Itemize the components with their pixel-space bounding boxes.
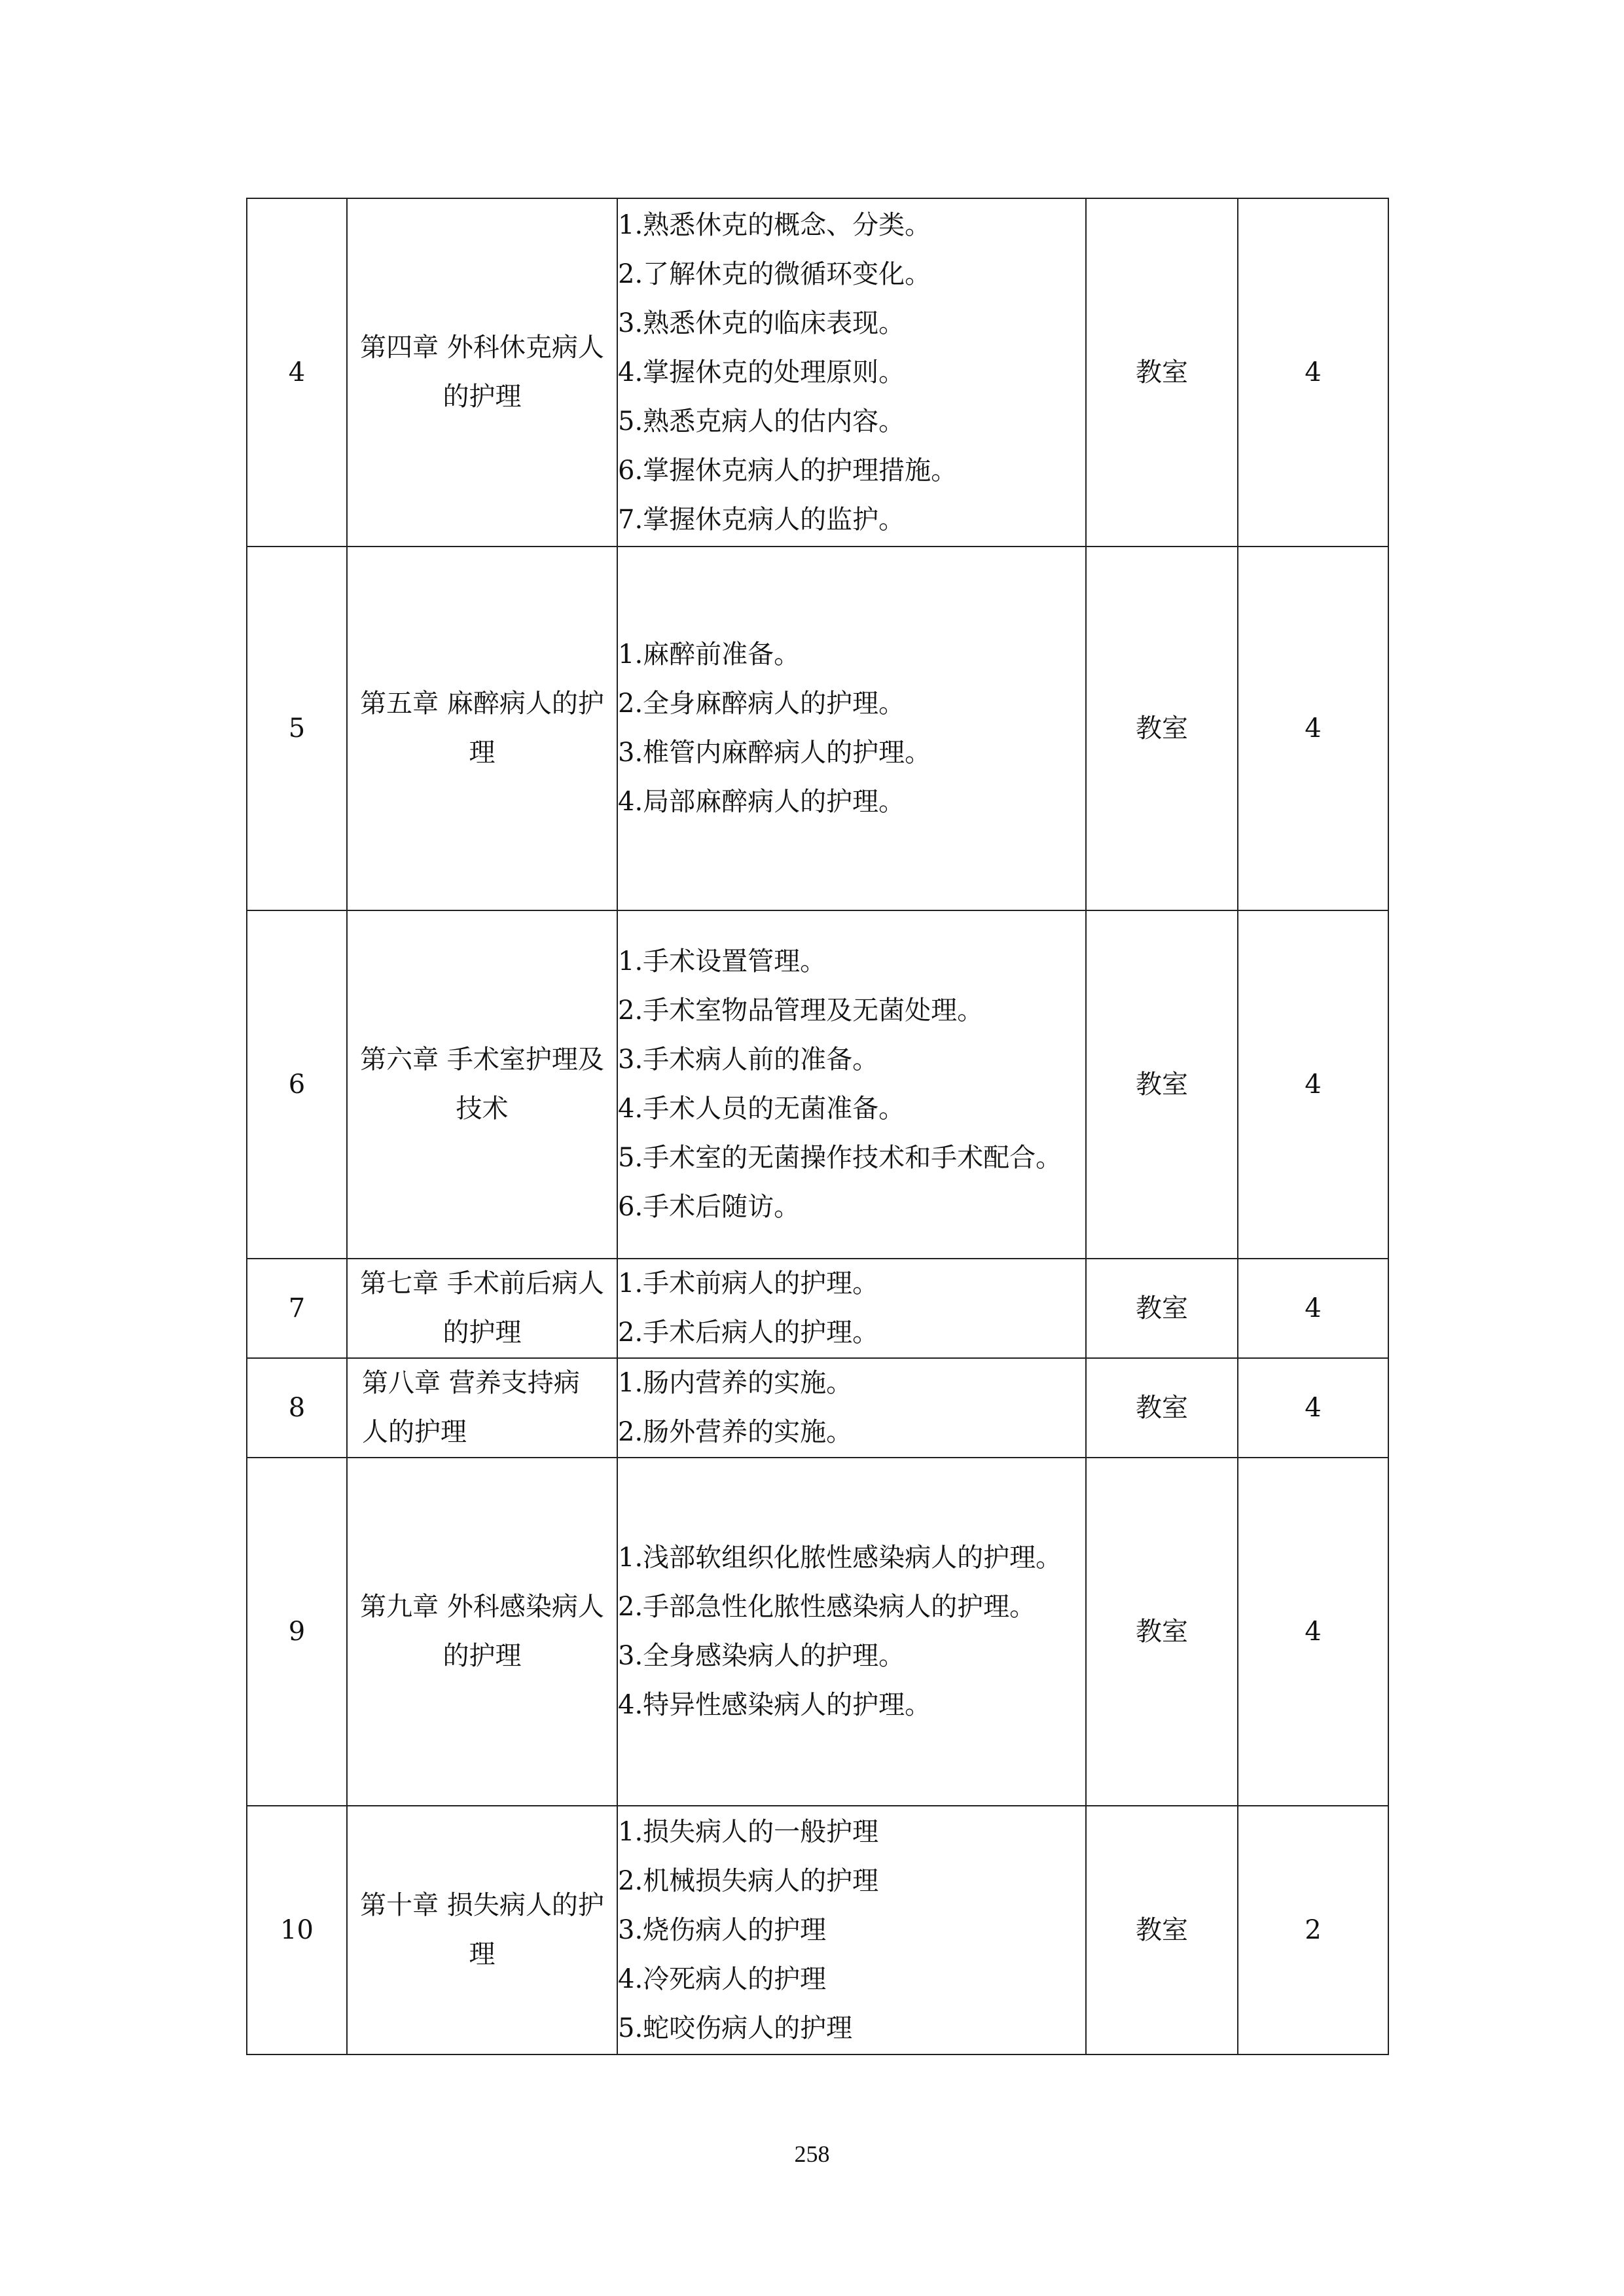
content-cell	[617, 1458, 1086, 1806]
chapter-title: 第四章 外科休克病人的护理	[347, 198, 617, 547]
content-item: 4.冷死病人的护理	[618, 1964, 827, 1994]
class-hours: 4	[1238, 1259, 1388, 1358]
content-cell	[617, 1259, 1086, 1358]
row-number: 9	[247, 1458, 347, 1806]
content-item: 4.手术人员的无菌准备。	[618, 1094, 905, 1124]
content-item: 2.肠外营养的实施。	[618, 1417, 853, 1447]
content-item: 6.手术后随访。	[618, 1192, 801, 1222]
content-item: 1.肠内营养的实施。	[618, 1368, 853, 1398]
class-hours: 4	[1238, 547, 1388, 910]
content-cell	[617, 547, 1086, 910]
content-item: 1.熟悉休克的概念、分类。	[618, 209, 931, 240]
page-number: 258	[794, 2141, 830, 2167]
content-cell	[617, 1806, 1086, 2054]
teaching-place: 教室	[1086, 1259, 1238, 1358]
teaching-place: 教室	[1086, 910, 1238, 1259]
table-row	[247, 910, 1388, 1259]
content-item: 1.手术设置管理。	[618, 946, 827, 977]
content-item: 3.手术病人前的准备。	[618, 1045, 879, 1075]
content-item: 2.手部急性化脓性感染病人的护理。	[618, 1592, 1036, 1622]
row-number: 7	[247, 1259, 347, 1358]
content-cell	[617, 1358, 1086, 1458]
content-item: 4.局部麻醉病人的护理。	[618, 787, 905, 817]
table-row	[247, 1358, 1388, 1458]
class-hours: 2	[1238, 1806, 1388, 2054]
row-number: 10	[247, 1806, 347, 2054]
chapter-title: 第六章 手术室护理及技术	[347, 910, 617, 1259]
chapter-title: 第五章 麻醉病人的护理	[347, 547, 617, 910]
table-row	[247, 547, 1388, 910]
table-row	[247, 1259, 1388, 1358]
content-item: 6.掌握休克病人的护理措施。	[618, 455, 958, 486]
chapter-title: 第十章 损失病人的护理	[347, 1806, 617, 2054]
content-item: 2.机械损失病人的护理	[618, 1865, 879, 1896]
content-item: 3.椎管内麻醉病人的护理。	[618, 738, 931, 768]
class-hours: 4	[1238, 1458, 1388, 1806]
content-cell	[617, 198, 1086, 547]
content-item: 5.蛇咬伤病人的护理	[618, 2013, 853, 2043]
class-hours: 4	[1238, 198, 1388, 547]
syllabus-table	[246, 198, 1389, 2055]
teaching-place: 教室	[1086, 1806, 1238, 2054]
content-item: 5.熟悉克病人的估内容。	[618, 406, 905, 437]
teaching-place: 教室	[1086, 1358, 1238, 1458]
content-item: 1.损失病人的一般护理	[618, 1816, 879, 1847]
content-item: 2.手术室物品管理及无菌处理。	[618, 996, 984, 1026]
row-number: 6	[247, 910, 347, 1259]
content-cell	[617, 910, 1086, 1259]
teaching-place: 教室	[1086, 1458, 1238, 1806]
table-row	[247, 1458, 1388, 1806]
table-row	[247, 1806, 1388, 2054]
content-item: 5.手术室的无菌操作技术和手术配合。	[618, 1143, 1062, 1173]
content-item: 4.掌握休克的处理原则。	[618, 357, 905, 387]
row-number: 4	[247, 198, 347, 547]
row-number: 8	[247, 1358, 347, 1458]
class-hours: 4	[1238, 910, 1388, 1259]
content-item: 2.手术后病人的护理。	[618, 1318, 879, 1348]
chapter-title: 第七章 手术前后病人的护理	[347, 1259, 617, 1358]
content-item: 4.特异性感染病人的护理。	[618, 1690, 931, 1720]
teaching-place: 教室	[1086, 547, 1238, 910]
table-row	[247, 198, 1388, 547]
class-hours: 4	[1238, 1358, 1388, 1458]
row-number: 5	[247, 547, 347, 910]
teaching-place: 教室	[1086, 198, 1238, 547]
content-item: 3.熟悉休克的临床表现。	[618, 308, 905, 338]
chapter-title: 第八章 营养支持病人的护理	[347, 1358, 617, 1458]
content-item: 1.麻醉前准备。	[618, 639, 801, 670]
content-item: 2.全身麻醉病人的护理。	[618, 689, 905, 719]
content-item: 1.手术前病人的护理。	[618, 1268, 879, 1299]
content-item: 3.全身感染病人的护理。	[618, 1641, 905, 1671]
content-item: 2.了解休克的微循环变化。	[618, 259, 931, 289]
content-item: 3.烧伤病人的护理	[618, 1914, 827, 1945]
content-item: 1.浅部软组织化脓性感染病人的护理。	[618, 1543, 1062, 1573]
chapter-title: 第九章 外科感染病人的护理	[347, 1458, 617, 1806]
content-item: 7.掌握休克病人的监护。	[618, 504, 905, 535]
